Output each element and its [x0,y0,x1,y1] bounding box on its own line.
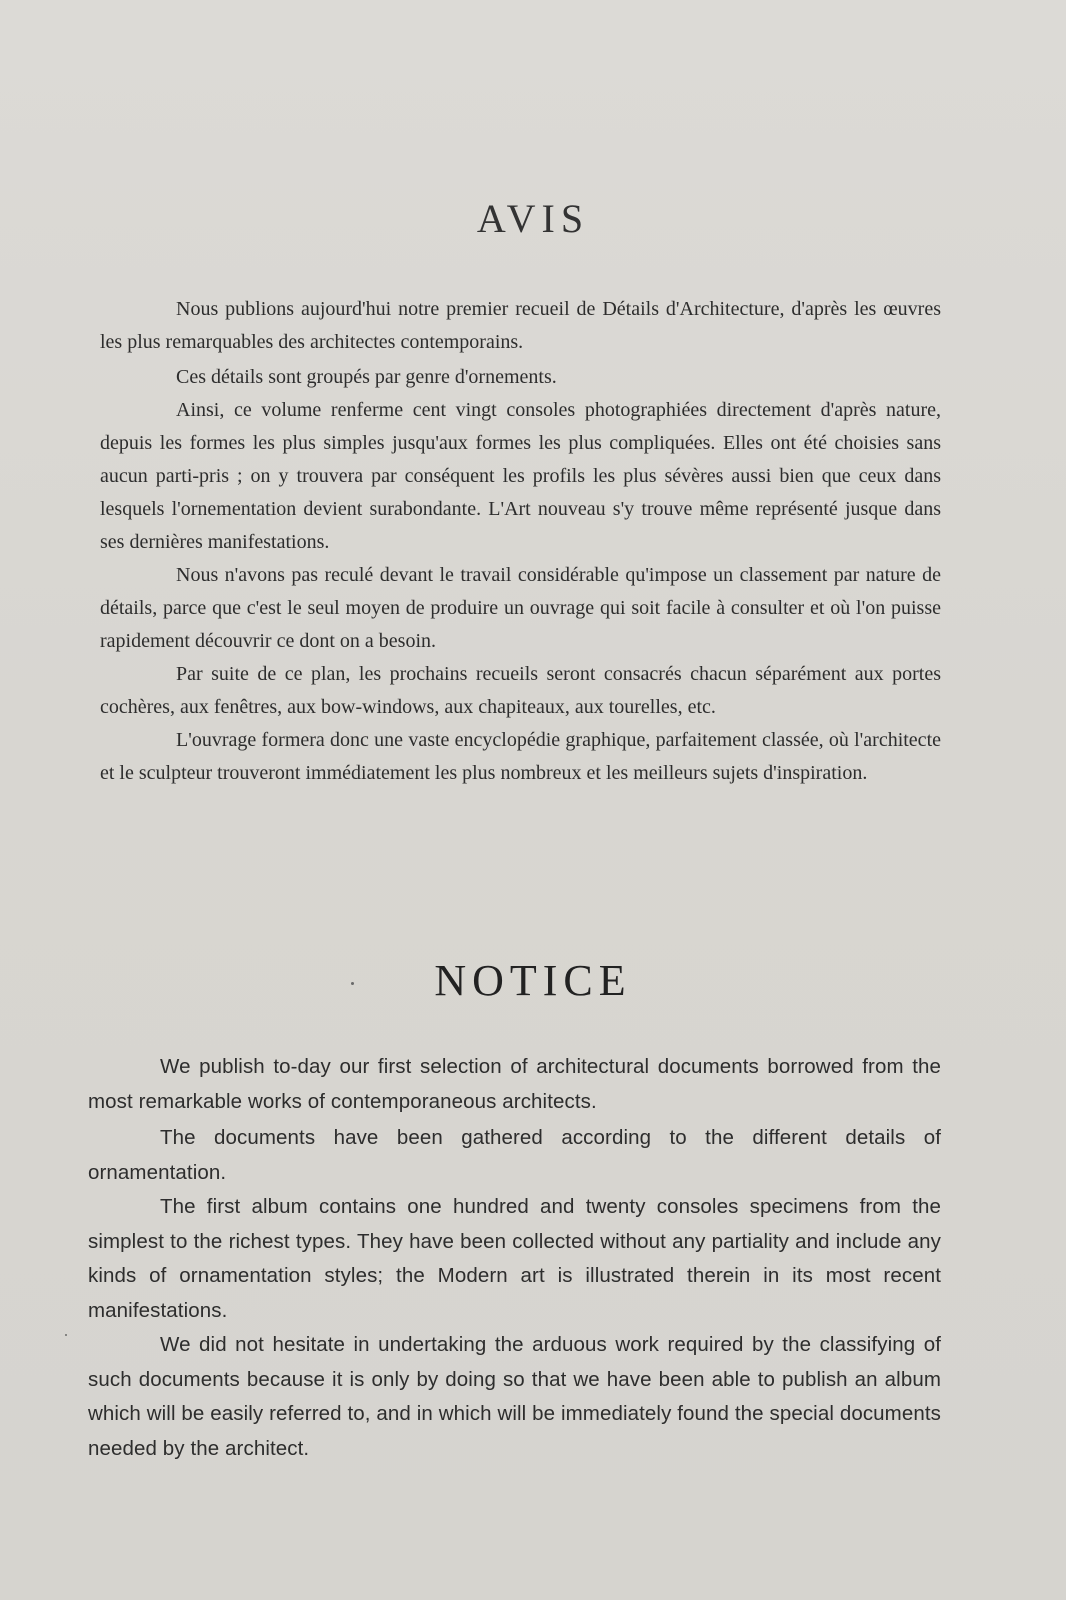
avis-section [0,195,1066,784]
avis-paragraph: Nous n'avons pas reculé devant le travail considérable qu'impose un classement par nature de détails, parce que c'est le seul moyen de produire un ouvrage qui soit facile à consulter et où l'on puisse rapidement découvrir ce dont on a besoin. [100,564,941,652]
avis-paragraph: Nous publions aujourd'hui notre premier recueil de Détails d'Architecture, d'après les œuvres les plus remarquables des architectes contemporains. [100,298,941,353]
notice-body [0,1050,1066,1466]
notice-paragraph: The first album contains one hundred and twenty consoles specimens from the simplest to the richest types. They have been collected without any partiality and include any kinds of ornamentation styles; the Modern art is illustrated therein in its most recent manifestations. [88,1195,941,1322]
notice-section [0,955,1066,1460]
ink-speck [65,1334,67,1336]
notice-paragraph: The documents have been gathered according to the different details of ornamentation. [88,1126,941,1184]
ink-speck [351,982,354,985]
avis-paragraph: L'ouvrage formera donc une vaste encyclopédie graphique, parfaitement classée, où l'architecte et le sculpteur trouveront immédiatement les plus nombreux et les meilleurs sujets d'inspiration. [100,729,941,784]
avis-paragraph: Ainsi, ce volume renferme cent vingt consoles photographiées directement d'après nature, depuis les formes les plus simples jusqu'aux formes les plus compliquées. Elles ont été choisies sans aucun parti-pris ; on y trouvera par conséquent les profils les plus sévères aussi bien que ceux dans lesquels l'ornementation devient surabondante. L'Art nouveau s'y trouve même représenté jusque dans ses dernières manifestations. [100,399,941,553]
avis-body [0,293,1066,790]
notice-paragraph: We did not hesitate in undertaking the arduous work required by the classifying of such documents because it is only by doing so that we have been able to publish an album which will be easily referred to, and in which will be immediately found the special documents needed by the architect. [88,1333,941,1460]
notice-heading: NOTICE [434,956,632,1005]
avis-paragraph: Par suite de ce plan, les prochains recueils seront consacrés chacun séparément aux portes cochères, aux fenêtres, aux bow-windows, aux chapiteaux, aux tourelles, etc. [100,663,941,718]
avis-paragraph: Ces détails sont groupés par genre d'ornements. [176,366,557,388]
avis-heading: AVIS [476,196,590,241]
notice-paragraph: We publish to-day our first selection of architectural documents borrowed from the most remarkable works of contemporaneous architects. [88,1055,941,1113]
